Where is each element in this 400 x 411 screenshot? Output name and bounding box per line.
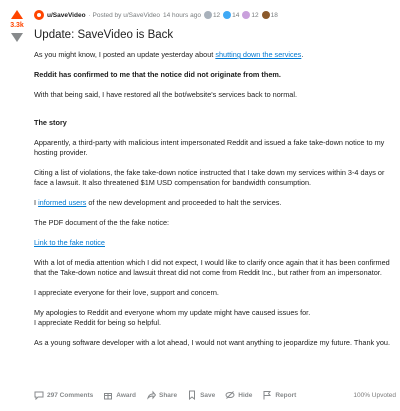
upvote-arrow-icon[interactable] xyxy=(11,10,23,19)
silver-award-icon xyxy=(204,11,212,19)
shutting-down-link[interactable]: shutting down the services xyxy=(215,50,302,59)
fake-notice-link[interactable]: Link to the fake notice xyxy=(34,238,105,247)
paragraph: As a young software developer with a lot ahead, I would not want anything to jeopardize my future. Thank you. xyxy=(34,338,391,347)
award-count: 12 xyxy=(251,11,259,19)
share-button[interactable]: Share xyxy=(146,390,177,400)
informed-users-link[interactable]: informed users xyxy=(38,198,87,207)
post-body xyxy=(34,50,394,348)
paragraph-bold: Reddit has confirmed to me that the notice did not originate from them. xyxy=(34,70,281,79)
helpful-award-icon xyxy=(223,11,231,19)
award-count: 12 xyxy=(212,11,221,19)
story-heading: The story xyxy=(34,118,67,127)
award-bear[interactable] xyxy=(262,11,278,19)
paragraph: With that being said, I have restored all the bot/website's services back to normal. xyxy=(34,90,297,99)
award-count: 14 xyxy=(232,11,240,19)
vote-score: 3.3k xyxy=(10,22,24,29)
share-icon xyxy=(146,390,156,400)
flag-icon xyxy=(262,390,272,400)
paragraph: Citing a list of violations, the fake take-down notice instructed that I take down my services within 3-4 days or face a lawsuit. It also threatened $1M USD compensation for bandwidth consumption. xyxy=(34,168,385,187)
report-button[interactable]: Report xyxy=(262,390,296,400)
comment-icon xyxy=(34,390,44,400)
hide-button[interactable]: Hide xyxy=(225,390,252,400)
paragraph: Apparently, a third-party with malicious intent impersonated Reddit and issued a fake take-down notice to my hosting provider. xyxy=(34,138,385,157)
subreddit-link[interactable]: u/SaveVideo xyxy=(47,11,86,19)
post-footer xyxy=(34,386,396,404)
gift-icon xyxy=(103,390,113,400)
comments-button[interactable]: 297 Comments xyxy=(34,390,93,400)
award-button[interactable]: Award xyxy=(103,390,136,400)
bear-award-icon xyxy=(262,11,270,19)
paragraph: I informed users of the new development and proceeded to halt the services. xyxy=(34,198,282,207)
award-helpful[interactable] xyxy=(223,11,239,19)
paragraph: As you might know, I posted an update yesterday about shutting down the services. xyxy=(34,50,304,59)
eye-slash-icon xyxy=(225,390,235,400)
post-time: 14 hours ago xyxy=(162,11,201,19)
post-meta xyxy=(34,0,396,22)
upvote-ratio: 100% Upvoted xyxy=(353,391,396,399)
award-count: 18 xyxy=(270,11,278,19)
posted-by[interactable]: · Posted by u/SaveVideo xyxy=(88,11,160,19)
award-silver[interactable] xyxy=(204,11,220,19)
paragraph: I appreciate everyone for their love, support and concern. xyxy=(34,288,219,297)
downvote-arrow-icon[interactable] xyxy=(11,33,23,42)
paragraph: The PDF document of the the fake notice: xyxy=(34,218,170,227)
save-button[interactable]: Save xyxy=(187,390,215,400)
paragraph: With a lot of media attention which I did not expect, I would like to clarify once again that it has been confirmed that the Take-down notice and lawsuit threat did not come from Reddit Inc., but rather from an impersonator. xyxy=(34,258,390,277)
bookmark-icon xyxy=(187,390,197,400)
award-wholesome[interactable] xyxy=(242,11,258,19)
post-card xyxy=(34,0,396,358)
paragraph: My apologies to Reddit and everyone whom my update might have caused issues for. I appreciate Reddit for being so helpful. xyxy=(34,308,311,327)
vote-column xyxy=(0,0,34,42)
post-title[interactable]: Update: SaveVideo is Back xyxy=(34,29,174,41)
wholesome-award-icon xyxy=(242,11,250,19)
paragraph xyxy=(34,238,394,248)
subreddit-icon[interactable] xyxy=(34,10,44,20)
